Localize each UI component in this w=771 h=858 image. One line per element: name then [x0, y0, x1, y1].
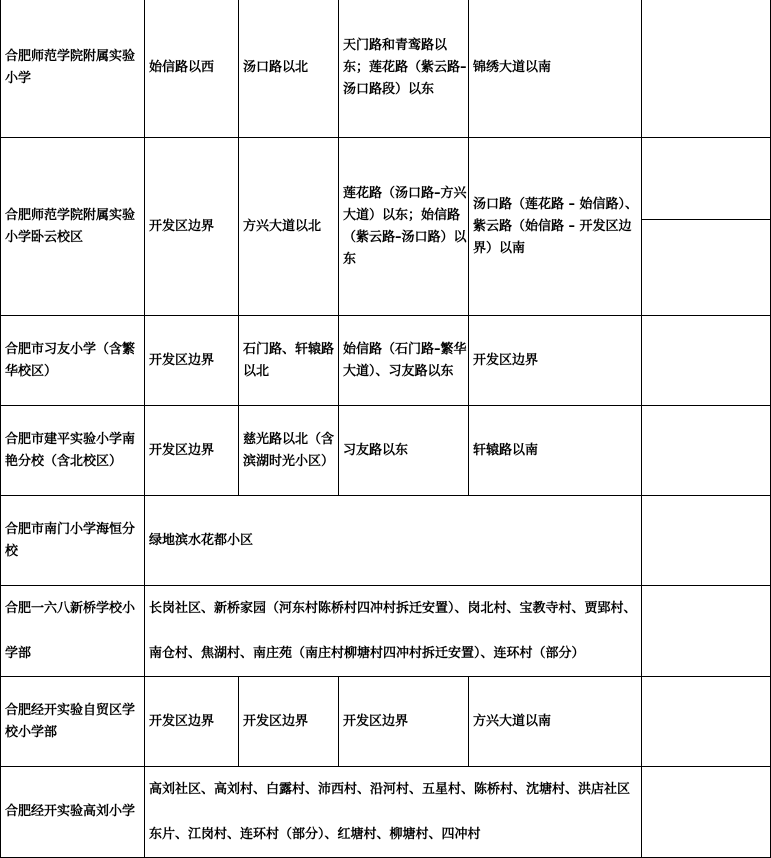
west-boundary-cell: 始信路以西	[145, 0, 239, 138]
south-boundary-cell: 轩辕路以南	[469, 406, 642, 496]
east-boundary-cell: 开发区边界	[339, 677, 469, 767]
school-name-cell: 合肥一六八新桥学校小学部	[1, 586, 145, 677]
table-row	[1, 406, 771, 496]
empty-cell	[642, 586, 771, 677]
east-boundary-cell: 始信路（石门路–繁华大道）、习友路以东	[339, 316, 469, 406]
north-boundary-cell: 汤口路以北	[239, 0, 339, 138]
table-row	[1, 316, 771, 406]
empty-subcell	[642, 138, 770, 220]
table-row	[1, 0, 771, 138]
table-row	[1, 138, 771, 316]
empty-cell	[642, 677, 771, 767]
table-row	[1, 767, 771, 858]
table-row	[1, 496, 771, 586]
east-boundary-cell: 莲花路（汤口路–方兴大道）以东；始信路（紫云路–汤口路）以东	[339, 138, 469, 316]
enrollment-area-cell: 长岗社区、新桥家园（河东村陈桥村四冲村拆迁安置）、岗北村、宝教寺村、贾郢村、南仓村、焦湖村、南庄苑（南庄村柳塘村四冲村拆迁安置）、连环村（部分）	[145, 586, 642, 677]
school-name-cell: 合肥市习友小学（含繁华校区）	[1, 316, 145, 406]
west-boundary-cell: 开发区边界	[145, 138, 239, 316]
table-row	[1, 677, 771, 767]
empty-cell	[642, 767, 771, 858]
west-boundary-cell: 开发区边界	[145, 406, 239, 496]
east-boundary-cell: 习友路以东	[339, 406, 469, 496]
west-boundary-cell: 开发区边界	[145, 316, 239, 406]
enrollment-area-cell: 绿地滨水花都小区	[145, 496, 642, 586]
school-name-cell: 合肥市南门小学海恒分校	[1, 496, 145, 586]
west-boundary-cell: 开发区边界	[145, 677, 239, 767]
north-boundary-cell: 方兴大道以北	[239, 138, 339, 316]
school-name-cell: 合肥市建平实验小学南艳分校（含北校区）	[1, 406, 145, 496]
south-boundary-cell: 汤口路（莲花路 – 始信路）、紫云路（始信路 – 开发区边界）以南	[469, 138, 642, 316]
north-boundary-cell: 慈光路以北（含滨湖时光小区）	[239, 406, 339, 496]
north-boundary-cell: 开发区边界	[239, 677, 339, 767]
school-name-cell: 合肥师范学院附属实验小学	[1, 0, 145, 138]
school-name-cell: 合肥师范学院附属实验小学卧云校区	[1, 138, 145, 316]
empty-cell	[642, 138, 771, 316]
school-name-cell: 合肥经开实验高刘小学	[1, 767, 145, 858]
east-boundary-cell: 天门路和青鸾路以东；莲花路（紫云路–汤口路段）以东	[339, 0, 469, 138]
empty-cell	[642, 406, 771, 496]
south-boundary-cell: 锦绣大道以南	[469, 0, 642, 138]
enrollment-area-cell: 高刘社区、高刘村、白露村、沛西村、沿河村、五星村、陈桥村、沈塘村、洪店社区东片、江岗村、连环村（部分）、红塘村、柳塘村、四冲村	[145, 767, 642, 858]
south-boundary-cell: 方兴大道以南	[469, 677, 642, 767]
table-row	[1, 586, 771, 677]
school-name-cell: 合肥经开实验自贸区学校小学部	[1, 677, 145, 767]
empty-cell	[642, 0, 771, 138]
empty-cell	[642, 316, 771, 406]
north-boundary-cell: 石门路、轩辕路以北	[239, 316, 339, 406]
south-boundary-cell: 开发区边界	[469, 316, 642, 406]
empty-cell	[642, 496, 771, 586]
